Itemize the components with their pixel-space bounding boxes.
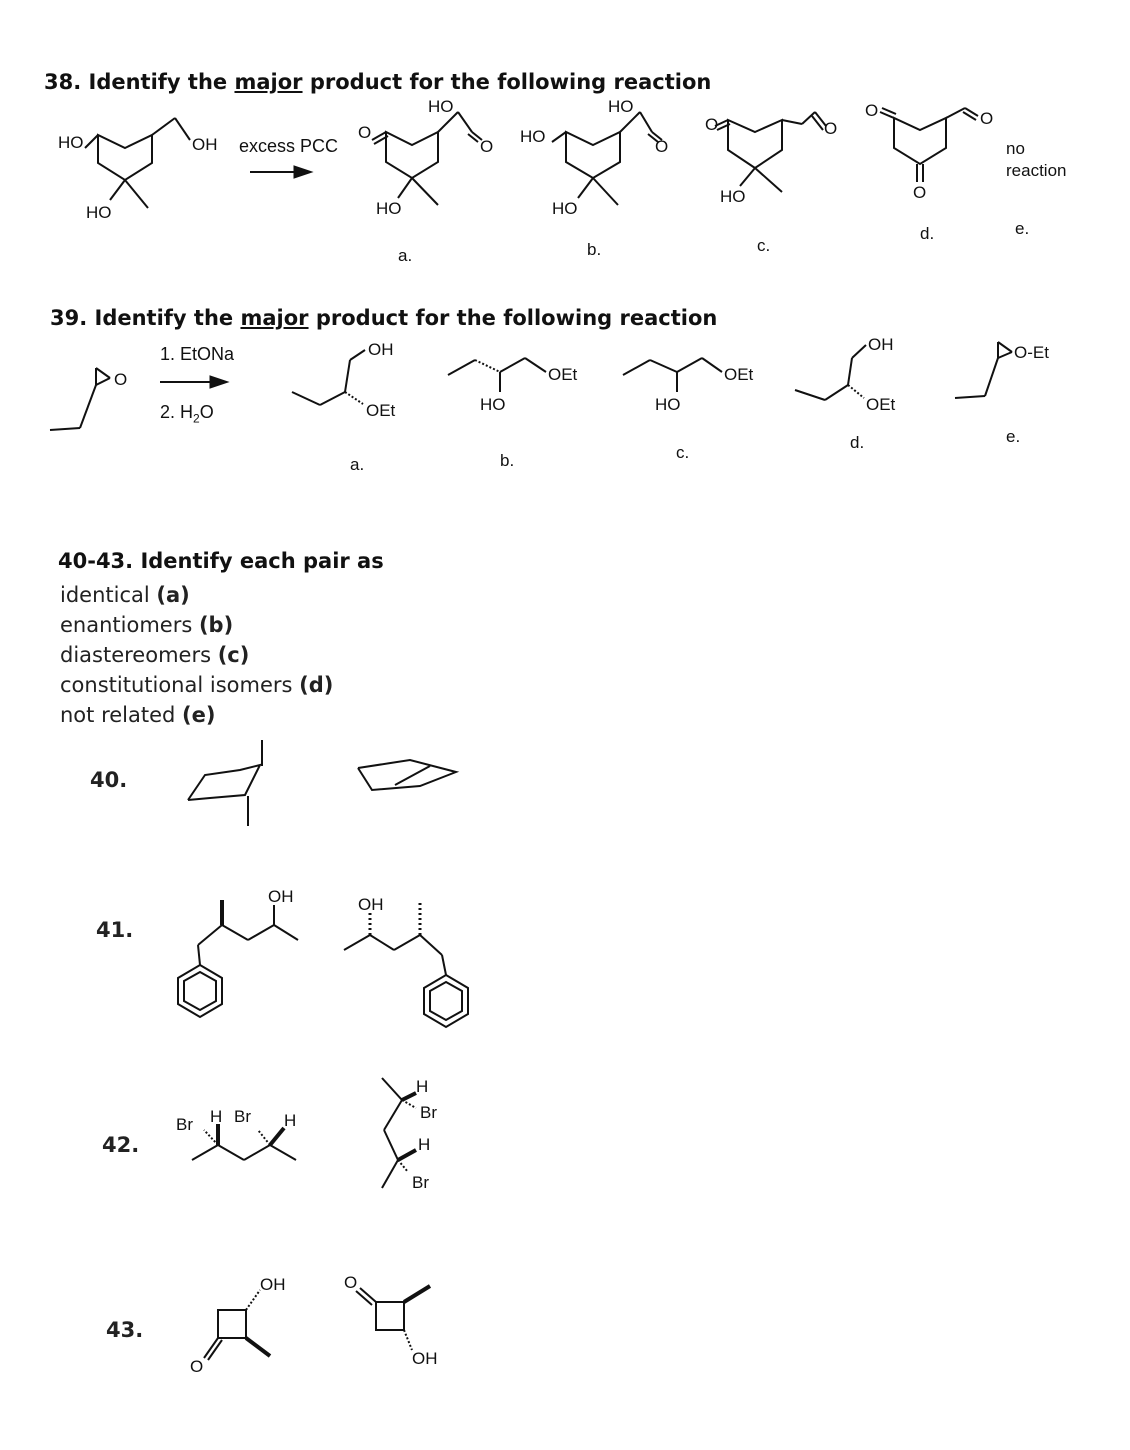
- q39-label-a: a.: [350, 455, 365, 474]
- svg-text:Br: Br: [176, 1115, 193, 1134]
- relation-constitutional: constitutional isomers (d): [60, 673, 334, 697]
- svg-text:OEt: OEt: [866, 395, 896, 414]
- svg-text:HO: HO: [428, 97, 454, 116]
- svg-text:H: H: [418, 1135, 431, 1154]
- svg-text:H: H: [284, 1111, 297, 1130]
- svg-text:HO: HO: [655, 395, 681, 414]
- svg-text:Br: Br: [420, 1103, 437, 1122]
- svg-text:OH: OH: [368, 340, 394, 359]
- pair-40-number: 40.: [90, 768, 128, 792]
- svg-text:OH: OH: [358, 895, 384, 914]
- q39-reagent-1: 1. EtONa: [160, 344, 235, 364]
- svg-text:OEt: OEt: [724, 365, 754, 384]
- pair-41-right: [344, 895, 468, 1027]
- svg-text:O-Et: O-Et: [1014, 343, 1049, 362]
- svg-text:OEt: OEt: [548, 365, 578, 384]
- svg-text:HO: HO: [552, 199, 578, 218]
- pair-43-number: 43.: [106, 1318, 144, 1342]
- q38-sm-oh: OH: [192, 135, 218, 154]
- svg-text:H: H: [210, 1107, 223, 1126]
- svg-text:HO: HO: [720, 187, 746, 206]
- svg-text:OH: OH: [260, 1275, 286, 1294]
- pair-43-left: [190, 1275, 286, 1376]
- svg-text:OH: OH: [412, 1349, 438, 1368]
- q39-label-c: c.: [676, 443, 690, 462]
- svg-text:HO: HO: [480, 395, 506, 414]
- svg-text:O: O: [824, 119, 838, 138]
- svg-text:OH: OH: [268, 887, 294, 906]
- svg-text:OH: OH: [868, 335, 894, 354]
- pair-43-right: [344, 1273, 438, 1368]
- pair-41-left: [178, 887, 298, 1017]
- svg-text:Br: Br: [234, 1107, 251, 1126]
- q38-title: 38. Identify the major product for the following reaction: [44, 70, 712, 94]
- pair-42-number: 42.: [102, 1133, 140, 1157]
- q38-sm-ho-bottom: HO: [86, 203, 112, 222]
- q38-reagent: excess PCC: [239, 136, 339, 156]
- svg-text:O: O: [705, 115, 719, 134]
- q38-label-a: a.: [398, 246, 413, 265]
- q39-label-e: e.: [1006, 427, 1021, 446]
- svg-text:O: O: [190, 1357, 204, 1376]
- svg-text:H: H: [416, 1077, 429, 1096]
- svg-text:O: O: [114, 370, 128, 389]
- q39-label-d: d.: [850, 433, 865, 452]
- svg-text:O: O: [344, 1273, 358, 1292]
- pair-40-right-chair: [358, 760, 456, 790]
- q38-label-b: b.: [587, 240, 602, 259]
- q39-reagent-2: 2. $H_2O$: [160, 402, 214, 426]
- svg-text:O: O: [980, 109, 994, 128]
- pair-42-left: [176, 1107, 296, 1160]
- svg-text:HO: HO: [608, 97, 634, 116]
- relation-diastereomers: diastereomers (c): [60, 643, 250, 667]
- svg-text:OEt: OEt: [366, 401, 396, 420]
- pair-40-left-chair: [188, 740, 262, 826]
- q40-43-title: 40-43. Identify each pair as: [58, 549, 384, 573]
- svg-text:O: O: [865, 101, 879, 120]
- q38-sm-ho-top: HO: [58, 133, 84, 152]
- q38-option-e-text: no reaction: [1006, 139, 1067, 180]
- q39-title: 39. Identify the major product for the following reaction: [50, 306, 718, 330]
- svg-text:Br: Br: [412, 1173, 429, 1192]
- q38-label-d: d.: [920, 224, 935, 243]
- svg-text:O: O: [480, 137, 494, 156]
- relation-identical: identical (a): [60, 583, 190, 607]
- pair-42-right: [382, 1077, 437, 1192]
- svg-text:O: O: [358, 123, 372, 142]
- svg-text:HO: HO: [376, 199, 402, 218]
- q38-label-e: e.: [1015, 219, 1030, 238]
- q38-label-c: c.: [757, 236, 771, 255]
- q39-label-b: b.: [500, 451, 515, 470]
- svg-text:O: O: [655, 137, 669, 156]
- relation-not-related: not related (e): [60, 703, 216, 727]
- svg-text:O: O: [913, 183, 927, 202]
- pair-41-number: 41.: [96, 918, 134, 942]
- svg-text:HO: HO: [520, 127, 546, 146]
- relation-enantiomers: enantiomers (b): [60, 613, 234, 637]
